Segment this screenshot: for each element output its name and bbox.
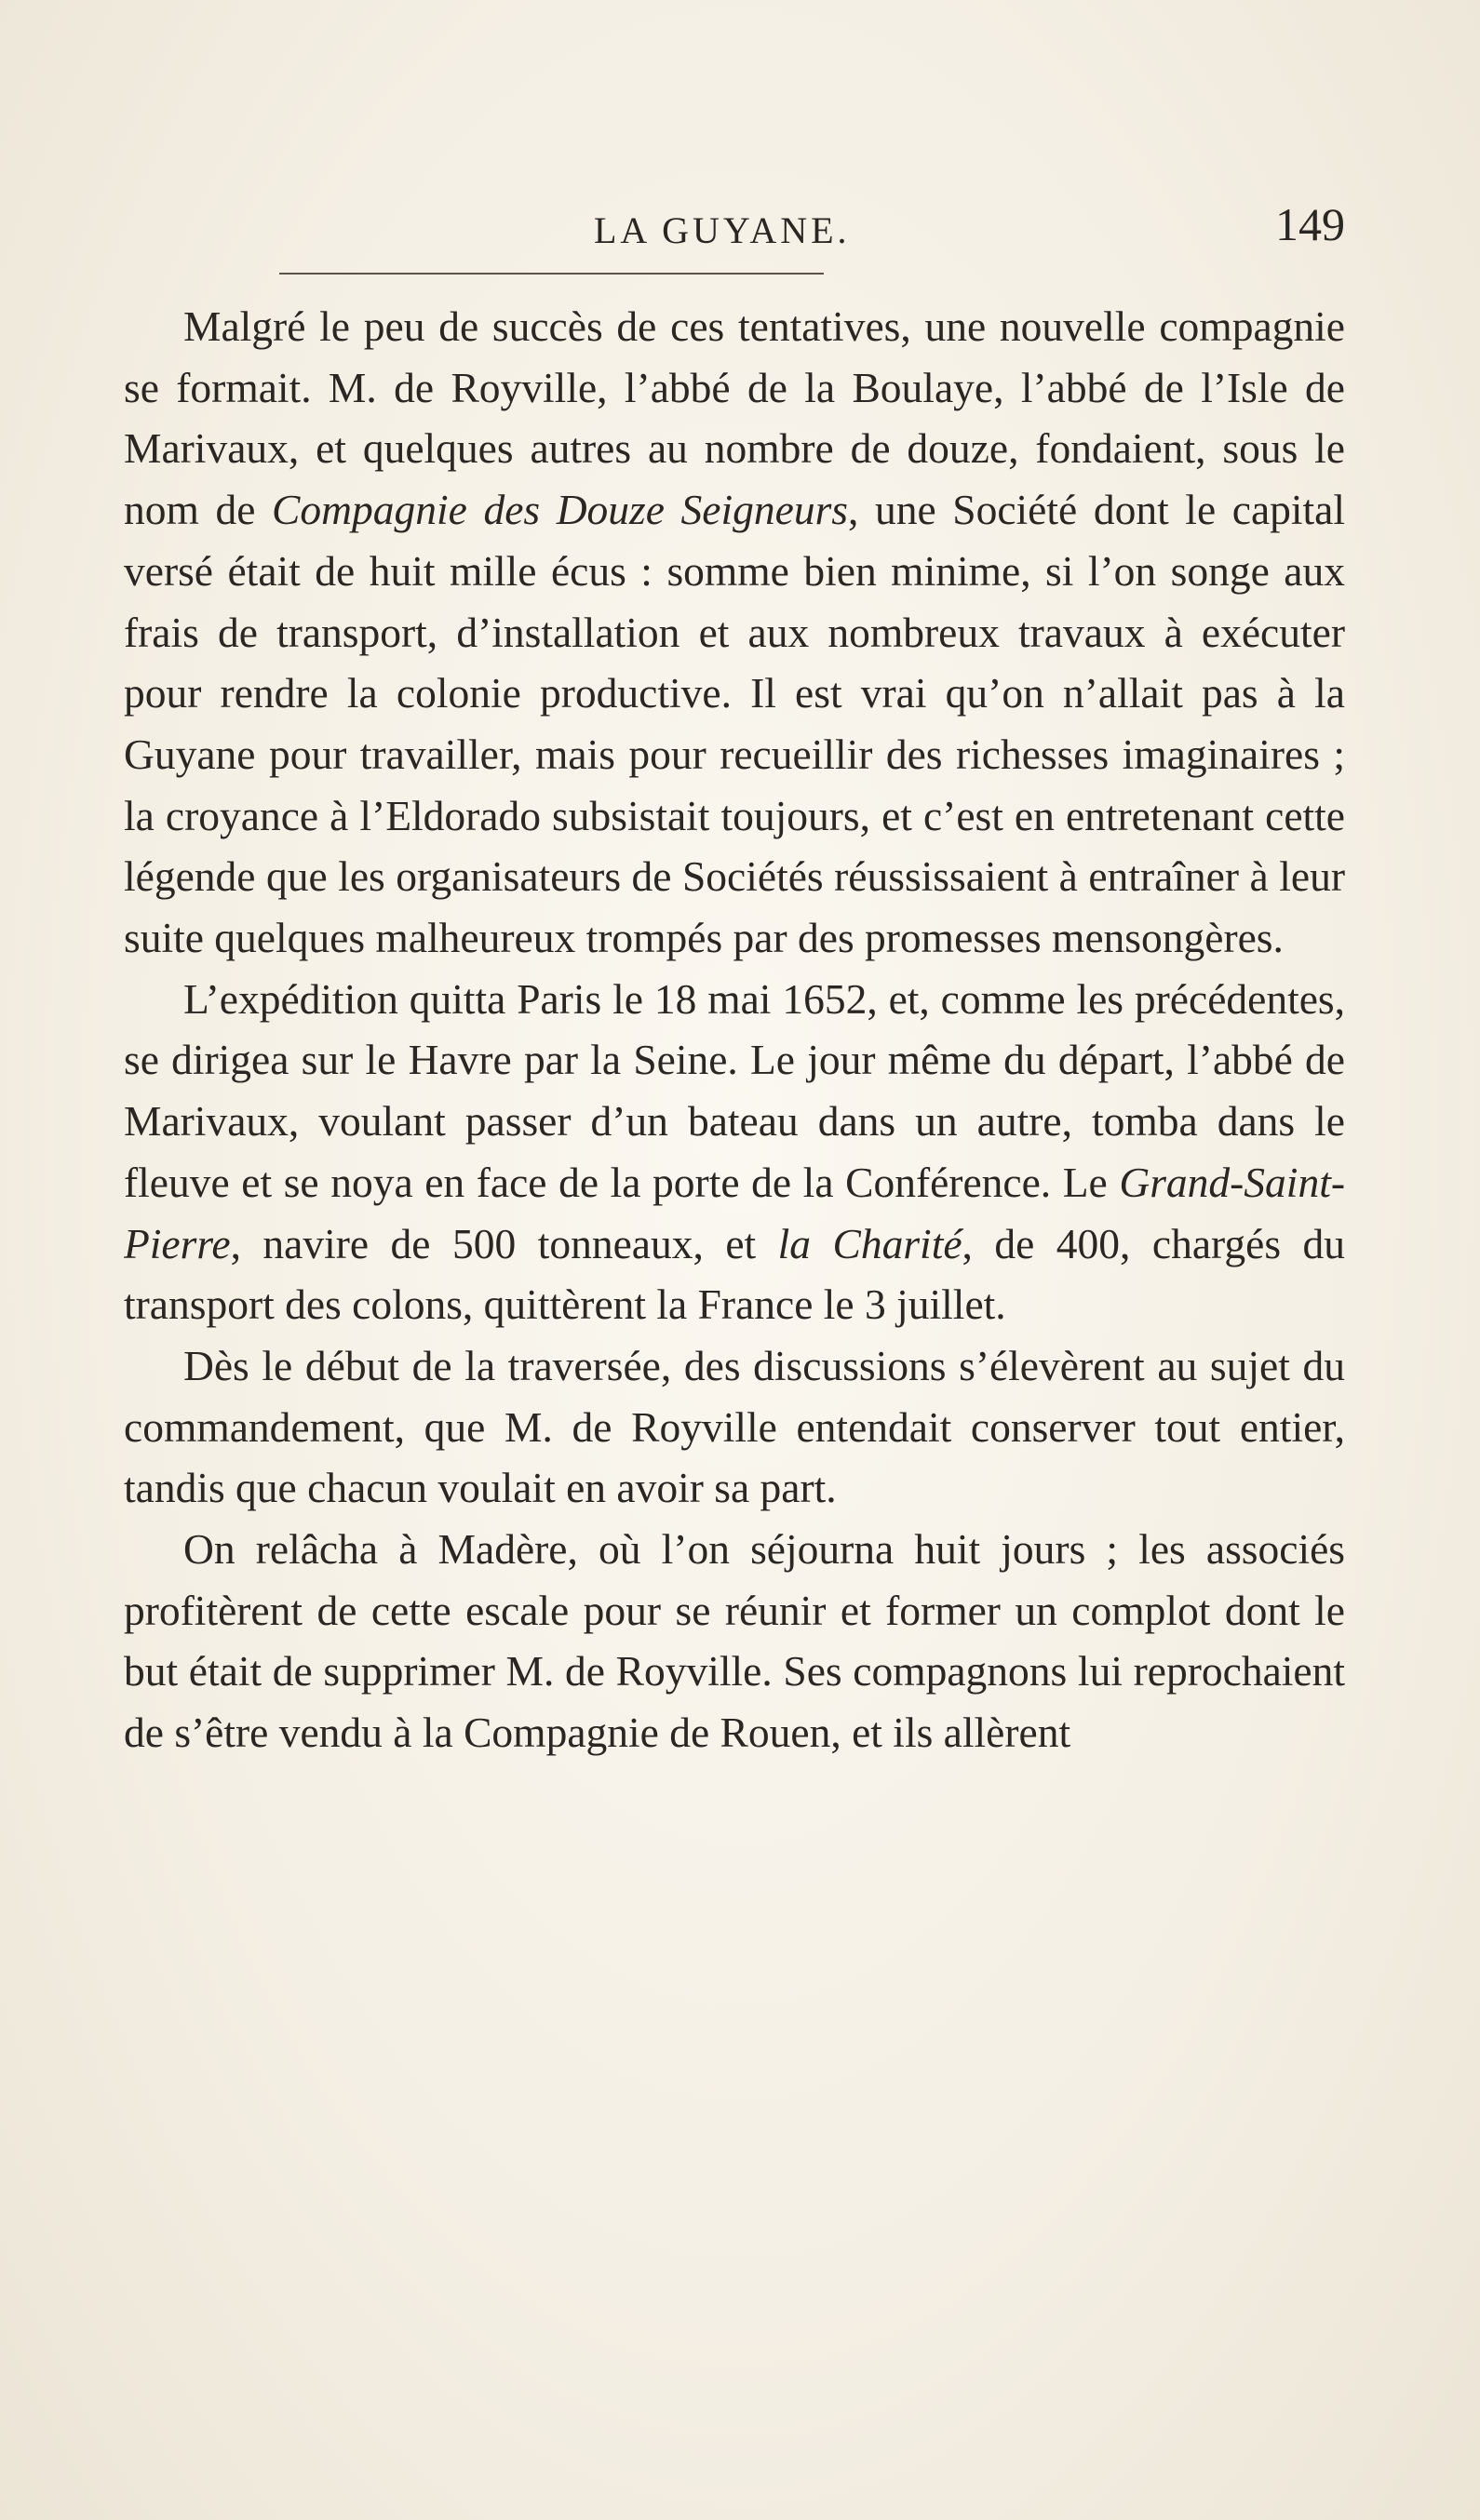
- paragraph-2-italic-ship-2: la Charité: [777, 1219, 962, 1267]
- paragraph-2-text-a: L’expédition quitta Paris le 18 mai 1652, et, comme les précédentes, se dirigea sur le Havre par la Seine. Le jour même du départ, l’abbé de Marivaux, voulant passer d’un bateau dans un autre, tomba dans le fleuve et se noya en face de la porte de la Conférence. Le: [124, 974, 1345, 1206]
- paragraph-2: [124, 969, 1345, 1335]
- header-rule: [279, 273, 824, 275]
- paragraph-1-italic-company-name: Compagnie des Douze Seigneurs: [272, 486, 849, 534]
- body-text: [124, 296, 1345, 2399]
- paragraph-2-text-b: , navire de 500 tonneaux, et: [230, 1219, 778, 1267]
- paragraph-3: Dès le début de la traversée, des discussions s’élevèrent au sujet du commandement, que M. de Royville entendait conserver tout entier, tandis que chacun voulait en avoir sa part.: [124, 1341, 1345, 1512]
- paragraph-1-text-a: Malgré le peu de succès de ces tentatives, une nouvelle compagnie se formait. M. de Royville, l’abbé de la Boulaye, l’abbé de l’Isle de Marivaux, et quelques autres au nombre de douze, fondaient, sous le nom de: [124, 302, 1345, 534]
- paragraph-2-text-c: , de 400, chargés du transport des colons, quittèrent la France le 3 juillet.: [124, 1219, 1345, 1329]
- running-title: LA GUYANE.: [594, 209, 851, 251]
- paragraph-1-text-b: , une Société dont le capital versé était de huit mille écus : somme bien minime, si l’on songe aux frais de transport, d’installation et aux nombreux travaux à exécuter pour rendre la colonie productive. Il est vrai qu’on n’allait pas à la Guyane pour travailler, mais pour recueillir des richesses imaginaires ; la croyance à l’Eldorado subsistait toujours, et c’est en entretenant cette légende que les organisateurs de Sociétés réussissaient à entraîner à leur suite quelques malheureux trompés par des promesses mensongères.: [124, 486, 1345, 962]
- paragraph-1: [124, 296, 1345, 969]
- paragraph-4: On relâcha à Madère, où l’on séjourna huit jours ; les associés profitèrent de cette escale pour se réunir et former un complot dont le but était de supprimer M. de Royville. Ses compagnons lui reprochaient de s’être vendu à la Compagnie de Rouen, et ils allèrent: [124, 1525, 1345, 1757]
- paragraph-2-italic-ship-1: Grand-Saint-Pierre: [124, 1158, 1345, 1267]
- page-header: [124, 192, 1345, 257]
- page-number: 149: [1275, 198, 1345, 250]
